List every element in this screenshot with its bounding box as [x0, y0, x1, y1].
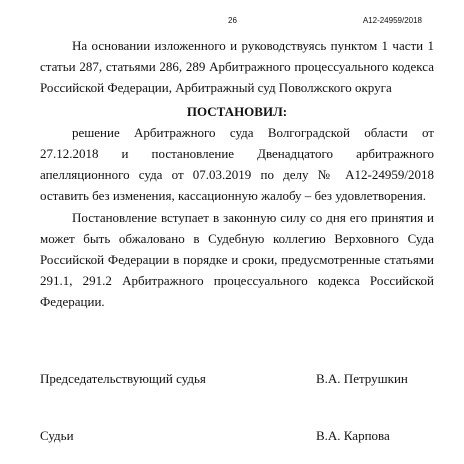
case-number: А12-24959/2018 — [362, 16, 422, 25]
paragraph-grounds: На основании изложенного и руководствуясь пунктом 1 части 1 статьи 287, статьями 286, 289 Арбитражного процессуального кодекса Российской Федерации, Арбитражный суд Поволжского округа — [40, 38, 434, 95]
judges-label: Судьи — [40, 428, 74, 443]
page-number: 26 — [228, 16, 237, 25]
ruling-title: ПОСТАНОВИЛ: — [186, 104, 288, 119]
judge-name: В.А. Карпова — [316, 428, 390, 443]
presiding-judge-name: В.А. Петрушкин — [316, 371, 408, 386]
presiding-judge-label: Председательствующий судья — [40, 371, 206, 386]
paragraph-effect: Постановление вступает в законную силу со дня его принятия и может быть обжаловано в Судебную коллегию Верховного Суда Российской Федерации в порядке и сроки, предусмотренные статьями 291.1, 291.2 Арбитражного процессуального кодекса Российской Федерации. — [40, 210, 434, 309]
paragraph-decision: решение Арбитражного суда Волгоградской области от 27.12.2018 и постановление Двенадцатого арбитражного апелляционного суда от 07.03.2019 по делу № А12-24959/2018 оставить без изменения, кассационную жалобу – без удовлетворения. — [40, 125, 434, 203]
